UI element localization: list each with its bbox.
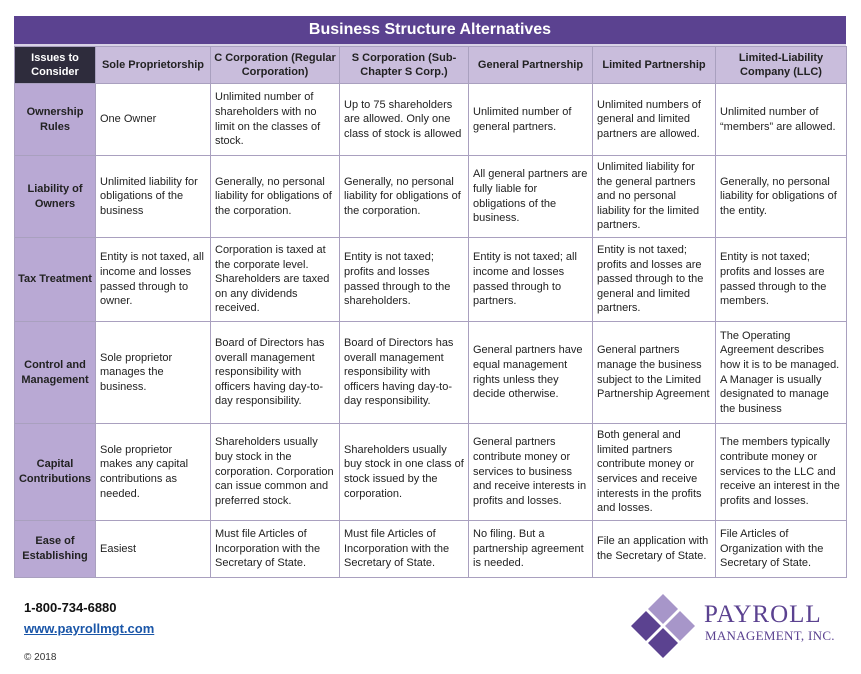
column-header-limited-partnership: Limited Partnership <box>593 47 716 84</box>
table-cell: Entity is not taxed, all income and losses passed through to owner. <box>96 238 211 322</box>
row-header: Capital Contributions <box>15 424 96 521</box>
table-cell: No filing. But a partnership agreement is needed. <box>469 521 593 578</box>
table-cell: Unlimited liability for the general partners and no personal liability for the limited partners. <box>593 156 716 238</box>
table-cell: General partners manage the business subject to the Limited Partnership Agreement <box>593 322 716 424</box>
table-row <box>15 238 847 322</box>
row-header: Ownership Rules <box>15 84 96 156</box>
comparison-table <box>14 46 847 578</box>
table-cell: Generally, no personal liability for obligations of the corporation. <box>211 156 340 238</box>
column-header-s-corporation: S Corporation (Sub-Chapter S Corp.) <box>340 47 469 84</box>
row-header: Tax Treatment <box>15 238 96 322</box>
column-header-issues: Issues to Consider <box>15 47 96 84</box>
column-header-sole-proprietorship: Sole Proprietorship <box>96 47 211 84</box>
column-header-llc: Limited-Liability Company (LLC) <box>716 47 847 84</box>
table-cell: Entity is not taxed; profits and losses passed through to the shareholders. <box>340 238 469 322</box>
row-header: Liability of Owners <box>15 156 96 238</box>
column-header-c-corporation: C Corporation (Regular Corporation) <box>211 47 340 84</box>
table-cell: Up to 75 shareholders are allowed. Only one class of stock is allowed <box>340 84 469 156</box>
logo-wordmark: PAYROLL <box>704 601 822 628</box>
table-cell: General partners have equal management rights unless they decide otherwise. <box>469 322 593 424</box>
table-cell: The Operating Agreement describes how it is to be managed. A Manager is usually designated to manage the business <box>716 322 847 424</box>
table-cell: Unlimited number of shareholders with no limit on the classes of stock. <box>211 84 340 156</box>
table-cell: File Articles of Organization with the Secretary of State. <box>716 521 847 578</box>
table-cell: All general partners are fully liable for obligations of the business. <box>469 156 593 238</box>
table-cell: Entity is not taxed; profits and losses are passed through to the general and limited partners. <box>593 238 716 322</box>
table-cell: Must file Articles of Incorporation with the Secretary of State. <box>340 521 469 578</box>
table-cell: Generally, no personal liability for obligations of the corporation. <box>340 156 469 238</box>
website-link[interactable]: www.payrollmgt.com <box>24 621 155 636</box>
table-row <box>15 424 847 521</box>
table-row <box>15 156 847 238</box>
table-cell: Unlimited number of general partners. <box>469 84 593 156</box>
table-cell: Generally, no personal liability for obligations of the entity. <box>716 156 847 238</box>
logo-diamond-icon <box>628 592 698 662</box>
table-row <box>15 521 847 578</box>
logo-tagline: MANAGEMENT, INC. <box>705 628 835 643</box>
page-title: Business Structure Alternatives <box>14 16 846 46</box>
table-cell: Both general and limited partners contribute money or services and receive interests in the profits and losses. <box>593 424 716 521</box>
header-row <box>15 47 847 84</box>
table-cell: Sole proprietor makes any capital contributions as needed. <box>96 424 211 521</box>
table-cell: File an application with the Secretary of State. <box>593 521 716 578</box>
table-cell: The members typically contribute money or services to the LLC and receive an interest in the profits and losses. <box>716 424 847 521</box>
copyright: © 2018 <box>24 652 57 663</box>
table-cell: One Owner <box>96 84 211 156</box>
table-cell: Unlimited numbers of general and limited partners are allowed. <box>593 84 716 156</box>
table-cell: Board of Directors has overall management responsibility with officers having day-to-day responsibility. <box>211 322 340 424</box>
table-cell: General partners contribute money or services to business and receive interests in profits and losses. <box>469 424 593 521</box>
phone-number: 1-800-734-6880 <box>24 600 117 615</box>
table-cell: Sole proprietor manages the business. <box>96 322 211 424</box>
table-cell: Easiest <box>96 521 211 578</box>
table-cell: Shareholders usually buy stock in the corporation. Corporation can issue common and preferred stock. <box>211 424 340 521</box>
table-cell: Unlimited number of “members” are allowed. <box>716 84 847 156</box>
table-cell: Must file Articles of Incorporation with the Secretary of State. <box>211 521 340 578</box>
table-cell: Entity is not taxed; profits and losses are passed through to the members. <box>716 238 847 322</box>
table-row <box>15 322 847 424</box>
table-cell: Unlimited liability for obligations of the business <box>96 156 211 238</box>
table-row <box>15 84 847 156</box>
table-cell: Shareholders usually buy stock in one class of stock issued by the corporation. <box>340 424 469 521</box>
column-header-general-partnership: General Partnership <box>469 47 593 84</box>
row-header: Ease of Establishing <box>15 521 96 578</box>
table-cell: Entity is not taxed; all income and losses passed through to partners. <box>469 238 593 322</box>
table-cell: Corporation is taxed at the corporate level. Shareholders are taxed on any dividends received. <box>211 238 340 322</box>
row-header: Control and Management <box>15 322 96 424</box>
table-cell: Board of Directors has overall management responsibility with officers having day-to-day responsibility. <box>340 322 469 424</box>
